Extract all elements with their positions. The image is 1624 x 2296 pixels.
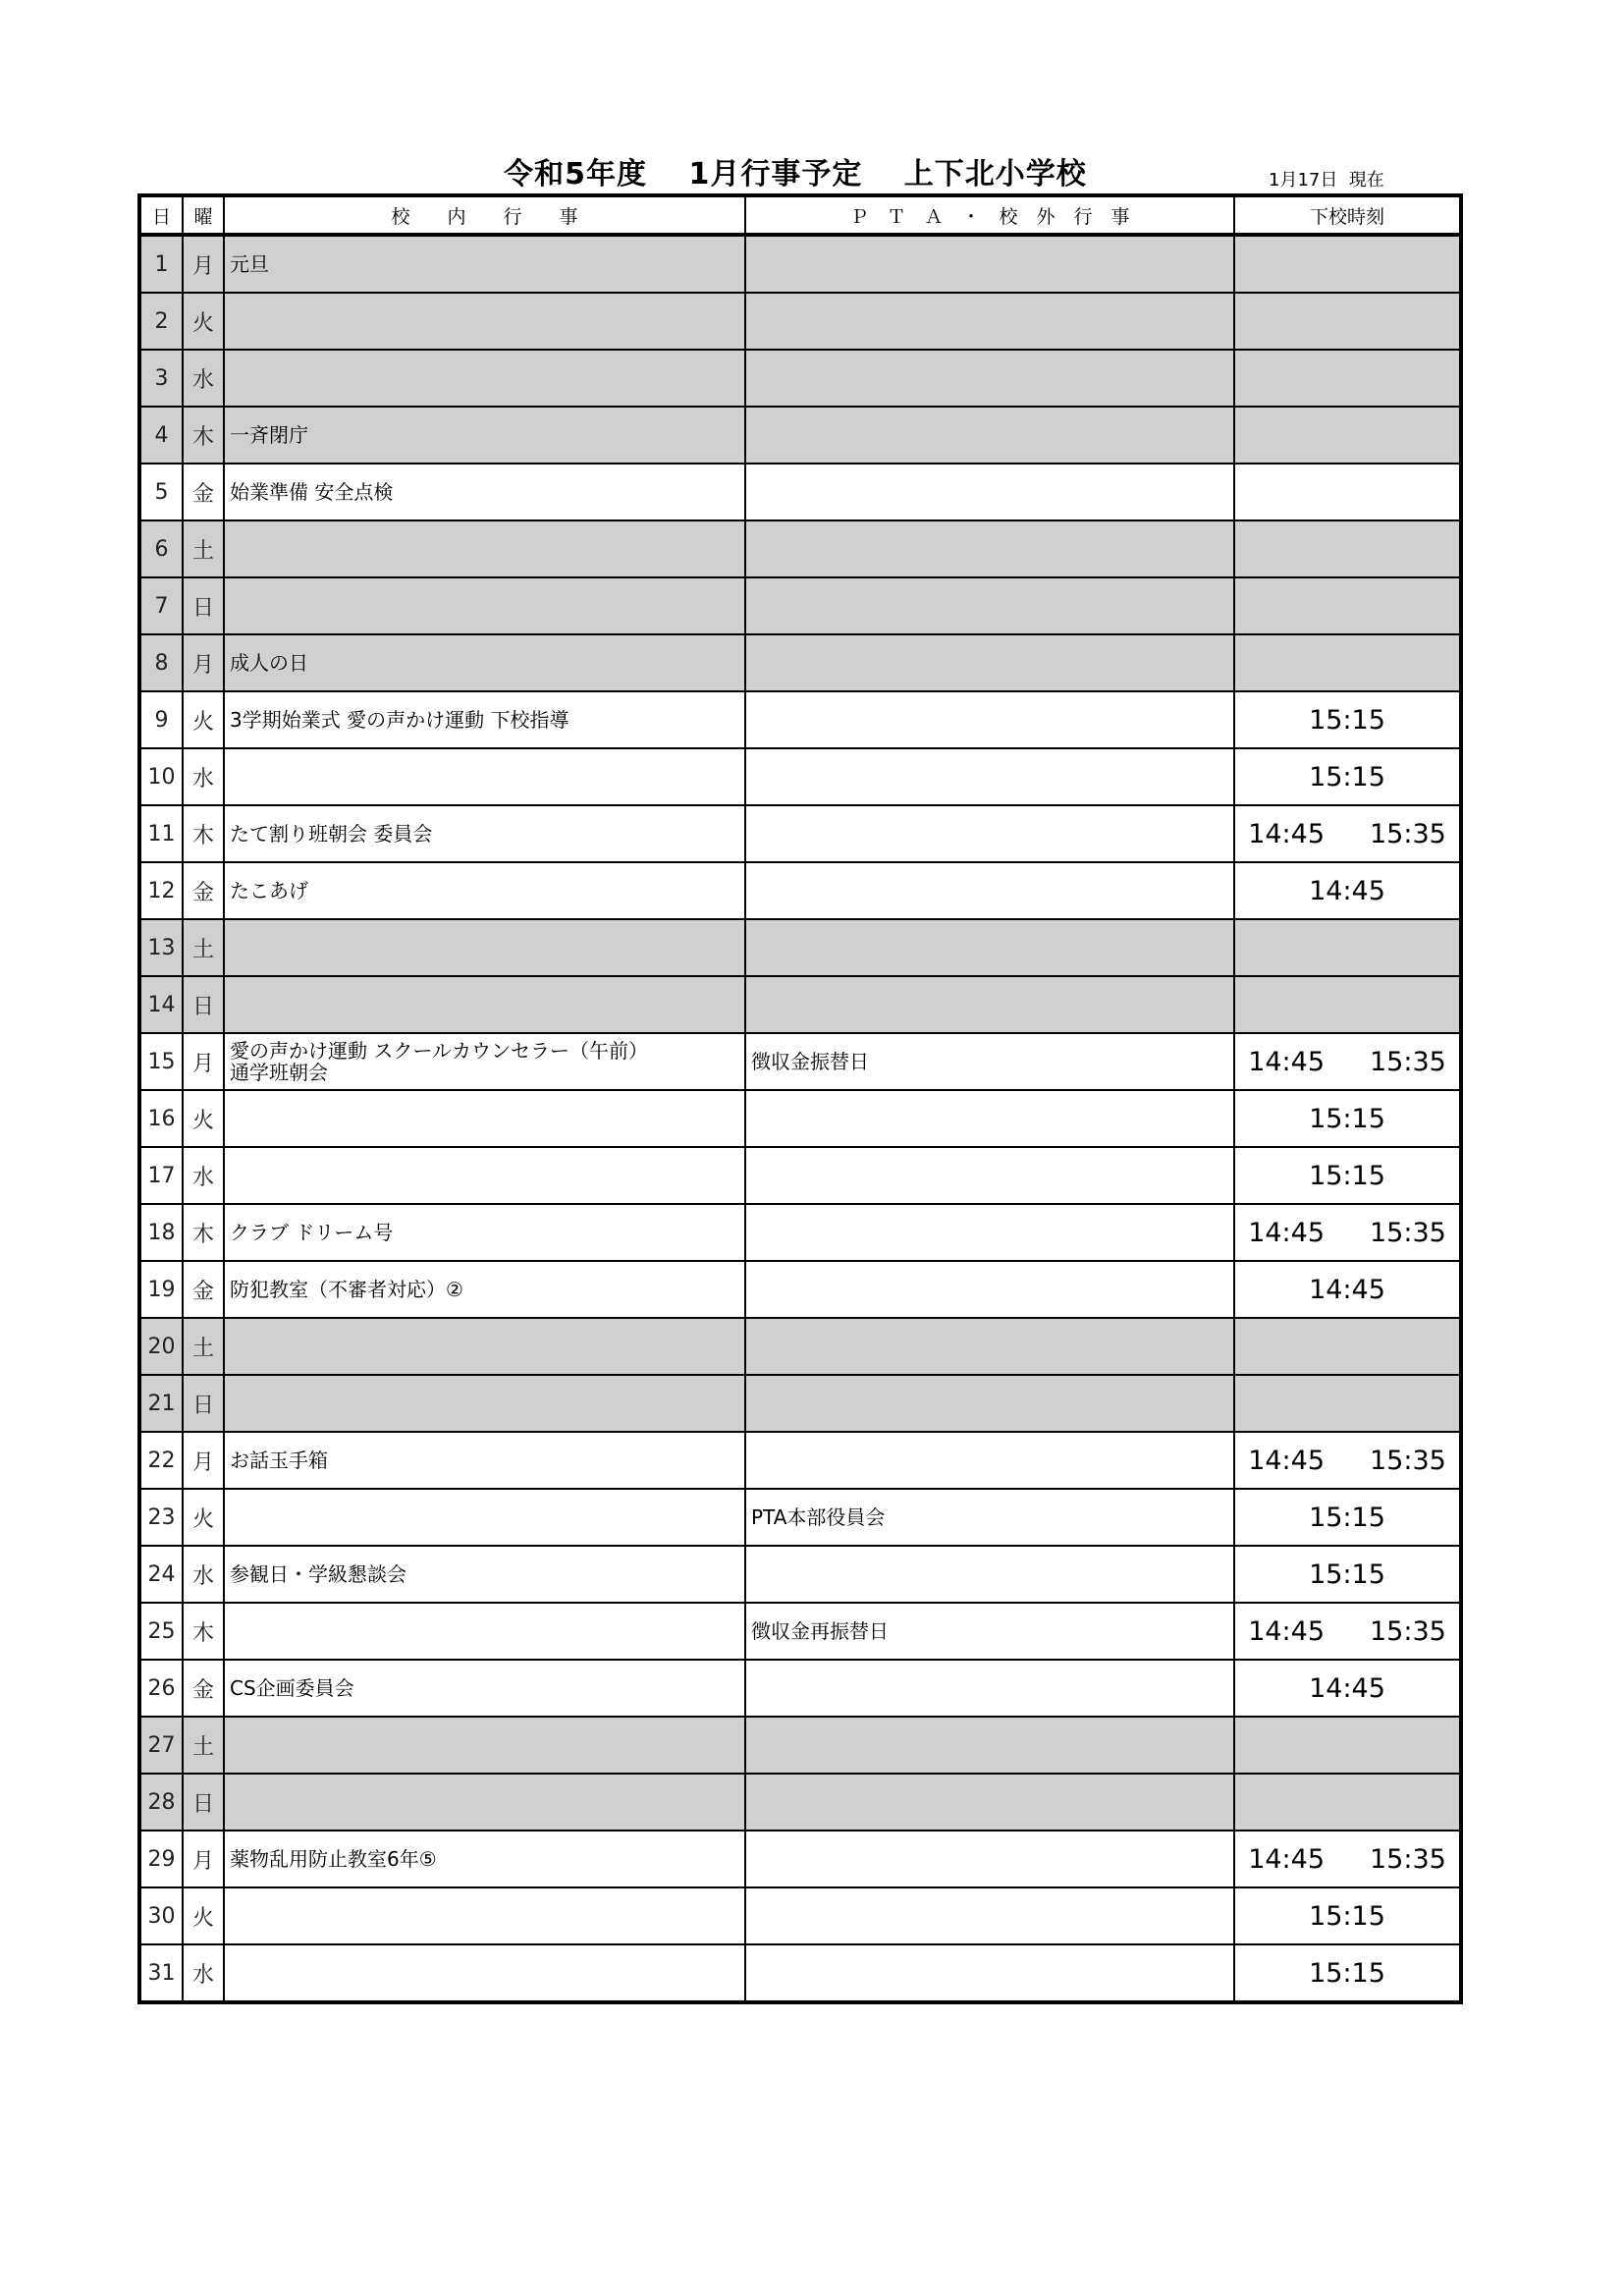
dismissal-time-cell [1234, 520, 1461, 577]
dismissal-time: 15:35 [1370, 1615, 1446, 1647]
weekday-cell: 日 [183, 1375, 224, 1432]
weekday-cell: 日 [183, 1774, 224, 1831]
schedule-table [137, 193, 1463, 2004]
dismissal-time: 14:45 [1248, 1046, 1325, 1077]
day-cell: 14 [139, 976, 183, 1033]
table-row [139, 1660, 1461, 1717]
pta-event-cell [745, 1774, 1234, 1831]
pta-event-cell [745, 1318, 1234, 1375]
table-row [139, 805, 1461, 862]
table-row [139, 293, 1461, 350]
day-cell: 25 [139, 1603, 183, 1660]
school-event-cell [224, 1318, 745, 1375]
day-cell: 1 [139, 235, 183, 293]
table-row [139, 634, 1461, 691]
pta-event-cell [745, 1717, 1234, 1774]
pta-event-cell [745, 1887, 1234, 1944]
dismissal-time-cell [1234, 350, 1461, 407]
header-row [139, 195, 1461, 235]
weekday-cell: 月 [183, 235, 224, 293]
dismissal-time-cell [1234, 235, 1461, 293]
weekday-cell: 木 [183, 1603, 224, 1660]
day-cell: 10 [139, 748, 183, 805]
table-row [139, 976, 1461, 1033]
pta-event-cell [745, 1944, 1234, 2002]
column-header-day: 日 [139, 195, 183, 235]
dismissal-time-cell [1234, 1033, 1461, 1090]
dismissal-time: 14:45 [1309, 1672, 1385, 1704]
pta-event-cell [745, 520, 1234, 577]
weekday-cell: 月 [183, 1831, 224, 1887]
school-event-cell: 薬物乱用防止教室6年⑤ [224, 1831, 745, 1887]
weekday-cell: 木 [183, 805, 224, 862]
weekday-cell: 水 [183, 1944, 224, 2002]
school-event-cell: クラブ ドリーム号 [224, 1204, 745, 1261]
school-event-cell [224, 1147, 745, 1204]
weekday-cell: 木 [183, 1204, 224, 1261]
pta-event-cell [745, 862, 1234, 919]
table-row [139, 1090, 1461, 1147]
dismissal-time: 14:45 [1309, 1274, 1385, 1305]
table-row [139, 407, 1461, 464]
dismissal-time-cell [1234, 1375, 1461, 1432]
weekday-cell: 水 [183, 748, 224, 805]
pta-event-cell [745, 407, 1234, 464]
dismissal-time-cell [1234, 1318, 1461, 1375]
pta-event-cell [745, 464, 1234, 520]
table-row [139, 691, 1461, 748]
day-cell: 7 [139, 577, 183, 634]
pta-event-cell [745, 1147, 1234, 1204]
pta-event-cell [745, 1204, 1234, 1261]
dismissal-time: 14:45 [1309, 875, 1385, 906]
weekday-cell: 火 [183, 1090, 224, 1147]
dismissal-time: 15:35 [1370, 1445, 1446, 1476]
school-event-cell [224, 919, 745, 976]
day-cell: 31 [139, 1944, 183, 2002]
dismissal-time: 15:15 [1309, 1160, 1385, 1191]
day-cell: 8 [139, 634, 183, 691]
dismissal-time-cell [1234, 1944, 1461, 2002]
school-event-cell: たこあげ [224, 862, 745, 919]
table-row [139, 1147, 1461, 1204]
dismissal-time-cell [1234, 1090, 1461, 1147]
weekday-cell: 水 [183, 1147, 224, 1204]
table-row [139, 1944, 1461, 2002]
column-header-weekday: 曜 [183, 195, 224, 235]
dismissal-time-cell [1234, 1717, 1461, 1774]
schedule-body [139, 235, 1461, 2002]
table-row [139, 464, 1461, 520]
dismissal-time-cell [1234, 976, 1461, 1033]
dismissal-time-cell [1234, 1489, 1461, 1546]
dismissal-time-cell [1234, 748, 1461, 805]
day-cell: 13 [139, 919, 183, 976]
school-event-cell: 元旦 [224, 235, 745, 293]
pta-event-cell [745, 1660, 1234, 1717]
dismissal-time: 15:15 [1309, 1900, 1385, 1932]
day-cell: 24 [139, 1546, 183, 1603]
dismissal-time: 15:35 [1370, 1217, 1446, 1248]
dismissal-time-cell [1234, 1147, 1461, 1204]
school-event-cell [224, 293, 745, 350]
table-row [139, 1489, 1461, 1546]
school-event-cell [224, 1887, 745, 1944]
weekday-cell: 日 [183, 577, 224, 634]
school-event-cell [224, 976, 745, 1033]
table-row [139, 350, 1461, 407]
school-event-cell [224, 1717, 745, 1774]
pta-event-cell [745, 1831, 1234, 1887]
day-cell: 21 [139, 1375, 183, 1432]
school-event-cell [224, 748, 745, 805]
day-cell: 3 [139, 350, 183, 407]
table-row [139, 1033, 1461, 1090]
weekday-cell: 水 [183, 350, 224, 407]
day-cell: 15 [139, 1033, 183, 1090]
day-cell: 22 [139, 1432, 183, 1489]
weekday-cell: 金 [183, 464, 224, 520]
dismissal-time-cell [1234, 1887, 1461, 1944]
school-event-cell: たて割り班朝会 委員会 [224, 805, 745, 862]
weekday-cell: 土 [183, 1717, 224, 1774]
dismissal-time-cell [1234, 1831, 1461, 1887]
table-row [139, 1887, 1461, 1944]
weekday-cell: 金 [183, 1261, 224, 1318]
weekday-cell: 火 [183, 1887, 224, 1944]
dismissal-time: 14:45 [1248, 818, 1325, 849]
dismissal-time-cell [1234, 293, 1461, 350]
school-event-cell: 成人の日 [224, 634, 745, 691]
weekday-cell: 火 [183, 1489, 224, 1546]
day-cell: 4 [139, 407, 183, 464]
school-event-cell: 一斉閉庁 [224, 407, 745, 464]
day-cell: 5 [139, 464, 183, 520]
column-header-pta-events: Ｐ Ｔ Ａ ・ 校 外 行 事 [745, 195, 1234, 235]
pta-event-cell [745, 919, 1234, 976]
dismissal-time: 14:45 [1248, 1615, 1325, 1647]
day-cell: 2 [139, 293, 183, 350]
dismissal-time: 14:45 [1248, 1843, 1325, 1875]
school-event-cell [224, 1375, 745, 1432]
weekday-cell: 日 [183, 976, 224, 1033]
pta-event-cell [745, 1090, 1234, 1147]
weekday-cell: 火 [183, 293, 224, 350]
day-cell: 27 [139, 1717, 183, 1774]
as-of-date: 1月17日 現在 [1269, 170, 1384, 191]
pta-event-cell [745, 805, 1234, 862]
day-cell: 29 [139, 1831, 183, 1887]
dismissal-time: 15:15 [1309, 1558, 1385, 1590]
weekday-cell: 金 [183, 1660, 224, 1717]
school-event-cell: 3学期始業式 愛の声かけ運動 下校指導 [224, 691, 745, 748]
dismissal-time-cell [1234, 862, 1461, 919]
table-row [139, 520, 1461, 577]
weekday-cell: 金 [183, 862, 224, 919]
school-event-cell [224, 1489, 745, 1546]
table-row [139, 1717, 1461, 1774]
day-cell: 16 [139, 1090, 183, 1147]
dismissal-time-cell [1234, 1261, 1461, 1318]
column-header-dismissal-time: 下校時刻 [1234, 195, 1461, 235]
pta-event-cell: 徴収金再振替日 [745, 1603, 1234, 1660]
school-event-cell [224, 1774, 745, 1831]
dismissal-time-cell [1234, 691, 1461, 748]
day-cell: 26 [139, 1660, 183, 1717]
pta-event-cell [745, 1546, 1234, 1603]
weekday-cell: 水 [183, 1546, 224, 1603]
school-event-cell: 防犯教室（不審者対応）② [224, 1261, 745, 1318]
pta-event-cell [745, 748, 1234, 805]
weekday-cell: 土 [183, 1318, 224, 1375]
table-row [139, 577, 1461, 634]
pta-event-cell [745, 293, 1234, 350]
table-row [139, 748, 1461, 805]
dismissal-time-cell [1234, 577, 1461, 634]
dismissal-time: 15:15 [1309, 1957, 1385, 1989]
dismissal-time-cell [1234, 1204, 1461, 1261]
school-event-cell: 始業準備 安全点検 [224, 464, 745, 520]
table-row [139, 1318, 1461, 1375]
weekday-cell: 月 [183, 1432, 224, 1489]
dismissal-time-cell [1234, 919, 1461, 976]
school-event-cell [224, 520, 745, 577]
table-row [139, 919, 1461, 976]
day-cell: 12 [139, 862, 183, 919]
table-row [139, 1774, 1461, 1831]
weekday-cell: 土 [183, 919, 224, 976]
dismissal-time-cell [1234, 805, 1461, 862]
school-event-cell [224, 1090, 745, 1147]
school-event-cell: 参観日・学級懇談会 [224, 1546, 745, 1603]
weekday-cell: 月 [183, 1033, 224, 1090]
table-row [139, 1261, 1461, 1318]
dismissal-time: 15:15 [1309, 761, 1385, 793]
dismissal-time: 15:15 [1309, 704, 1385, 736]
pta-event-cell [745, 1261, 1234, 1318]
table-row [139, 862, 1461, 919]
table-row [139, 235, 1461, 293]
dismissal-time-cell [1234, 1432, 1461, 1489]
school-event-cell: CS企画委員会 [224, 1660, 745, 1717]
pta-event-cell [745, 691, 1234, 748]
day-cell: 20 [139, 1318, 183, 1375]
weekday-cell: 土 [183, 520, 224, 577]
day-cell: 30 [139, 1887, 183, 1944]
dismissal-time-cell [1234, 407, 1461, 464]
pta-event-cell: 徴収金振替日 [745, 1033, 1234, 1090]
dismissal-time-cell [1234, 464, 1461, 520]
table-row [139, 1432, 1461, 1489]
day-cell: 18 [139, 1204, 183, 1261]
pta-event-cell [745, 976, 1234, 1033]
weekday-cell: 火 [183, 691, 224, 748]
pta-event-cell [745, 235, 1234, 293]
day-cell: 19 [139, 1261, 183, 1318]
table-row [139, 1546, 1461, 1603]
dismissal-time: 15:15 [1309, 1502, 1385, 1533]
table-row [139, 1375, 1461, 1432]
dismissal-time-cell [1234, 1603, 1461, 1660]
table-row [139, 1831, 1461, 1887]
pta-event-cell [745, 577, 1234, 634]
dismissal-time-cell [1234, 1546, 1461, 1603]
table-row [139, 1204, 1461, 1261]
school-event-cell [224, 350, 745, 407]
dismissal-time-cell [1234, 1660, 1461, 1717]
school-event-cell: 愛の声かけ運動 スクールカウンセラー（午前） 通学班朝会 [224, 1033, 745, 1090]
day-cell: 17 [139, 1147, 183, 1204]
day-cell: 11 [139, 805, 183, 862]
school-event-cell [224, 1944, 745, 2002]
weekday-cell: 月 [183, 634, 224, 691]
school-event-cell: お話玉手箱 [224, 1432, 745, 1489]
page-title: 令和5年度 1月行事予定 上下北小学校 [504, 157, 1087, 191]
dismissal-time: 14:45 [1248, 1445, 1325, 1476]
pta-event-cell [745, 1432, 1234, 1489]
weekday-cell: 木 [183, 407, 224, 464]
dismissal-time-cell [1234, 634, 1461, 691]
pta-event-cell [745, 634, 1234, 691]
dismissal-time: 15:35 [1370, 818, 1446, 849]
pta-event-cell [745, 350, 1234, 407]
dismissal-time: 15:35 [1370, 1046, 1446, 1077]
dismissal-time-cell [1234, 1774, 1461, 1831]
day-cell: 9 [139, 691, 183, 748]
dismissal-time: 15:35 [1370, 1843, 1446, 1875]
pta-event-cell [745, 1375, 1234, 1432]
school-event-cell [224, 1603, 745, 1660]
table-row [139, 1603, 1461, 1660]
day-cell: 6 [139, 520, 183, 577]
day-cell: 23 [139, 1489, 183, 1546]
school-event-cell [224, 577, 745, 634]
column-header-school-events: 校 内 行 事 [224, 195, 745, 235]
dismissal-time: 15:15 [1309, 1103, 1385, 1134]
dismissal-time: 14:45 [1248, 1217, 1325, 1248]
pta-event-cell: PTA本部役員会 [745, 1489, 1234, 1546]
day-cell: 28 [139, 1774, 183, 1831]
